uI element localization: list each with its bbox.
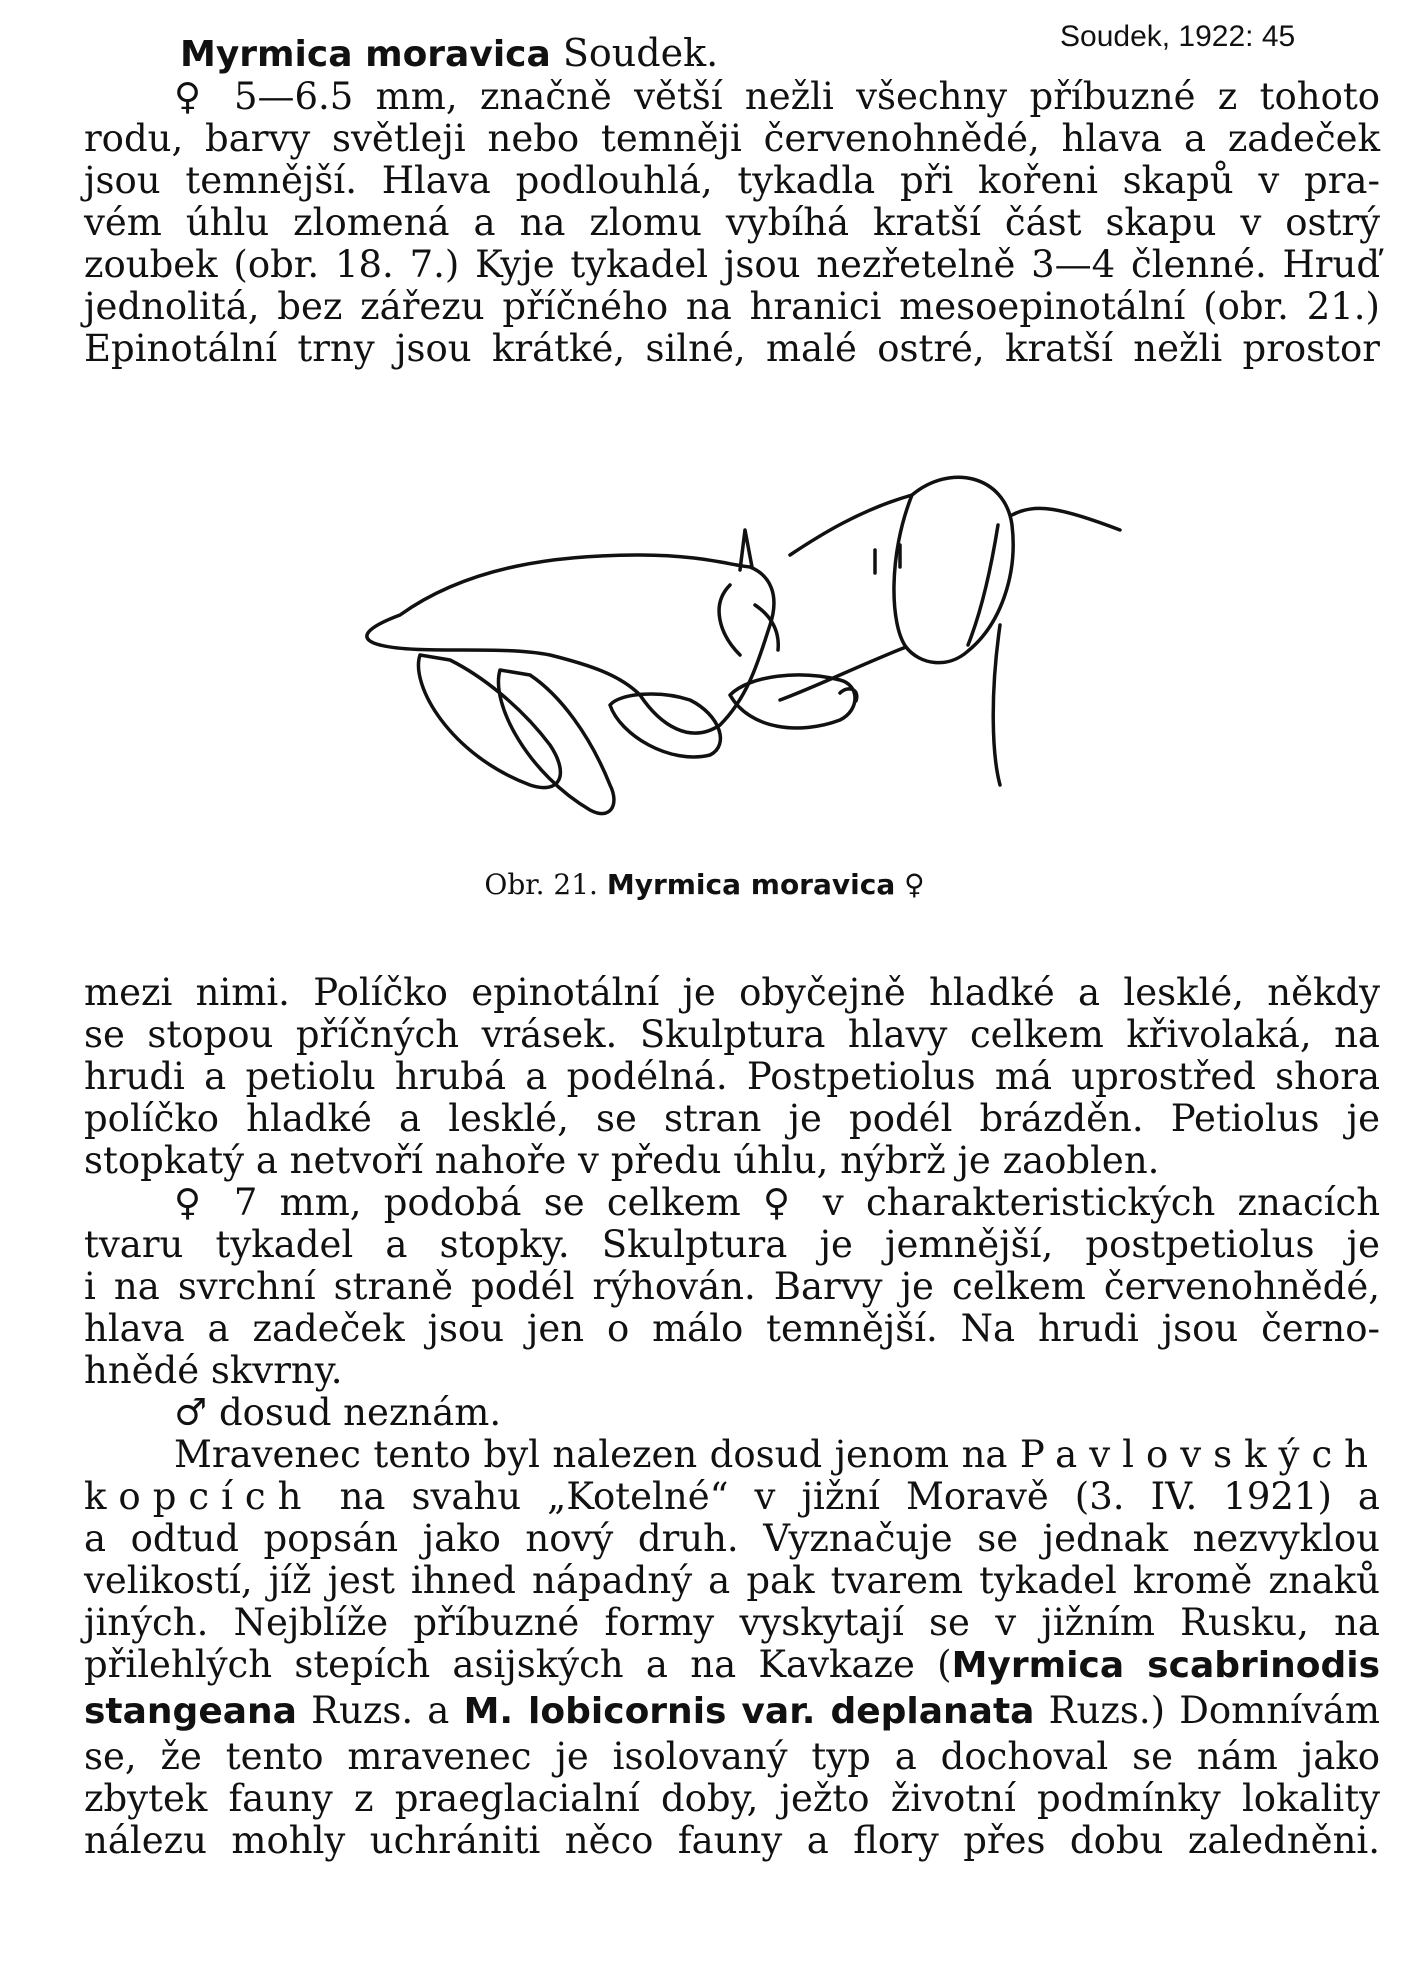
text-line: se stopou příčných vrásek. Skulptura hlavy celkem křivolaká, na <box>84 1013 1380 1056</box>
text-line: tvaru tykadel a stopky. Skulptura je jemnější, postpetiolus je <box>84 1223 1380 1266</box>
head-face <box>1012 508 1120 530</box>
text-line: nálezu mohly uchrániti něco fauny a flory přes dobu zaledněni. <box>84 1819 1380 1862</box>
petiole-node <box>730 675 855 728</box>
locality-name: Pavlovských <box>1019 1433 1380 1476</box>
female-symbol-icon: ♀ <box>174 75 212 118</box>
text-line: jednolitá, bez zářezu příčného na hranici mesoepinotální (obr. 21.) <box>84 285 1380 328</box>
text-line: a odtud popsán jako nový druh. Vyznačuje se jednak nezvyklou <box>84 1517 1380 1560</box>
text-line: zoubek (obr. 18. 7.) Kyje tykadel jsou nezřetelně 3—4 členné. Hruď <box>84 243 1380 286</box>
epinotal-spine <box>740 530 752 570</box>
mesosoma-outline <box>367 555 774 733</box>
text-line: hrudi a petiolu hrubá a podélná. Postpetiolus má uprostřed shora <box>84 1055 1380 1098</box>
head-detail <box>968 525 998 645</box>
species-heading <box>84 30 1380 76</box>
text-line <box>84 1182 1380 1224</box>
text-line: hnědé skvrny. <box>84 1349 343 1392</box>
citation-label: Soudek, 1922: 45 <box>1060 20 1296 53</box>
text-line: se, že tento mravenec je isolovaný typ a dochoval se nám jako <box>84 1735 1380 1778</box>
heading-species: Myrmica moravica <box>180 34 551 75</box>
text-line: jsou temnější. Hlava podlouhlá, tykadla při kořeni skapů v pra- <box>84 159 1380 202</box>
head-face-2 <box>993 625 1000 785</box>
text-fragment: v charakteristických znacích <box>822 1181 1381 1224</box>
heading-author: Soudek. <box>562 31 719 75</box>
head-outline <box>894 477 1013 662</box>
text-line <box>84 1686 1380 1736</box>
species-name: M. lobicornis var. deplanata <box>463 1691 1035 1732</box>
text-line <box>84 76 1380 118</box>
text-fragment: 5—6.5 mm, značně větší nežli všechny příbuzné z tohoto <box>233 75 1381 118</box>
text-fragment: Mravenec tento byl nalezen dosud jenom na <box>174 1433 1008 1476</box>
text-fragment: Ruzs.) Domnívám <box>1048 1689 1380 1732</box>
species-name: Myrmica scabrinodis <box>951 1645 1381 1686</box>
pronotum-outline <box>790 495 912 555</box>
text-line <box>84 1644 1380 1686</box>
text-fragment: přilehlých stepích asijských a na Kavkaze ( <box>84 1643 952 1686</box>
coxa-2 <box>498 670 613 814</box>
text-line: políčko hladké a lesklé, se stran je podél brázděn. Petiolus je <box>84 1097 1380 1140</box>
ant-thorax-figure-icon <box>300 455 1140 845</box>
text-line: hlava a zadeček jsou jen o málo temnější. Na hrudi jsou černo- <box>84 1307 1380 1350</box>
text-fragment: na svahu „Kotelné“ v jižní Moravě (3. IV. 1921) a <box>339 1475 1380 1518</box>
mesosoma-suture <box>719 585 740 655</box>
top-text-block <box>84 30 1380 370</box>
text-line: stopkatý a netvoří nahoře v předu úhlu, nýbrž je zaoblen. <box>84 1139 1160 1182</box>
female-symbol-icon: ♀ <box>174 1181 212 1224</box>
text-line: zbytek fauny z praeglacialní doby, ježto životní podmínky lokality <box>84 1777 1380 1820</box>
caption-species: Myrmica moravica <box>606 868 896 901</box>
text-line: Epinotální trny jsou krátké, silné, malé ostré, kratší nežli prostor <box>84 327 1380 370</box>
text-line: mezi nimi. Políčko epinotální je obyčejně hladké a lesklé, někdy <box>84 971 1380 1014</box>
text-line <box>84 1434 1380 1476</box>
species-name: stangeana <box>84 1691 297 1732</box>
male-symbol-icon: ♂ <box>174 1391 208 1434</box>
text-line <box>84 1476 1380 1518</box>
text-line: jiných. Nejblíže příbuzné formy vyskytají se v jižním Rusku, na <box>84 1601 1380 1644</box>
text-fragment: 7 mm, podobá se celkem <box>233 1181 741 1224</box>
text-line: rodu, barvy světleji nebo temněji červenohnědé, hlava a zadeček <box>84 117 1380 160</box>
bottom-text-block <box>84 972 1380 1862</box>
text-line: velikostí, jíž jest ihned nápadný a pak tvarem tykadel kromě znaků <box>84 1559 1380 1602</box>
coxa-3 <box>610 694 720 757</box>
text-fragment: Ruzs. a <box>311 1689 450 1732</box>
female-symbol-icon: ♀ <box>762 1181 801 1224</box>
text-fragment: dosud neznám. <box>218 1391 502 1434</box>
female-symbol-icon: ♀ <box>904 868 925 901</box>
caption-prefix: Obr. 21. <box>484 868 598 901</box>
text-line <box>84 1392 1380 1434</box>
text-line: vém úhlu zlomená a na zlomu vybíhá kratší část skapu v ostrý <box>84 201 1380 244</box>
locality-name: kopcích <box>84 1475 314 1518</box>
figure-caption <box>0 868 1409 901</box>
text-line: i na svrchní straně podél rýhován. Barvy je celkem červenohnědé, <box>84 1265 1380 1308</box>
